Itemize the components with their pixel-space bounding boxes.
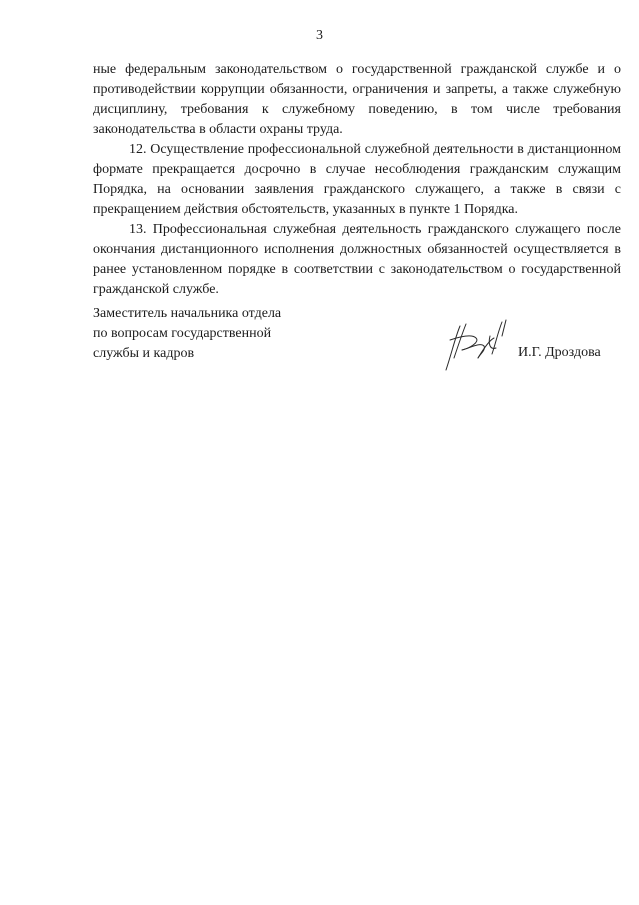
signature-position	[93, 304, 281, 364]
position-line: службы и кадров	[93, 346, 195, 361]
signer-name: И.Г. Дроздова	[518, 345, 601, 360]
page-number: 3	[316, 28, 323, 43]
paragraph-12: 12. Осуществление профессиональной служебной деятельности в дистанционном формате прекращается досрочно в случае несоблюдения гражданским служащим Порядка, на основании заявления гражданского служащего, а также в связи с прекращением действия обстоятельств, указанных в пункте 1 Порядка.	[93, 142, 621, 217]
position-line: Заместитель начальника отдела	[93, 306, 282, 321]
paragraph-13: 13. Профессиональная служебная деятельность гражданского служащего после окончания дистанционного исполнения должностных обязанностей осуществляется в ранее установленном порядке в соответствии с законодательством о государственной гражданской службе.	[93, 222, 621, 297]
document-body	[93, 60, 621, 300]
position-line: по вопросам государственной	[93, 326, 272, 341]
handwritten-signature-icon	[440, 318, 520, 378]
paragraph-continuation: ные федеральным законодательством о государственной гражданской службе и о противодействии коррупции обязанности, ограничения и запреты, а также служебную дисциплину, требования к служебному поведению, в том числе требования законодательства в области охраны труда.	[93, 62, 621, 137]
